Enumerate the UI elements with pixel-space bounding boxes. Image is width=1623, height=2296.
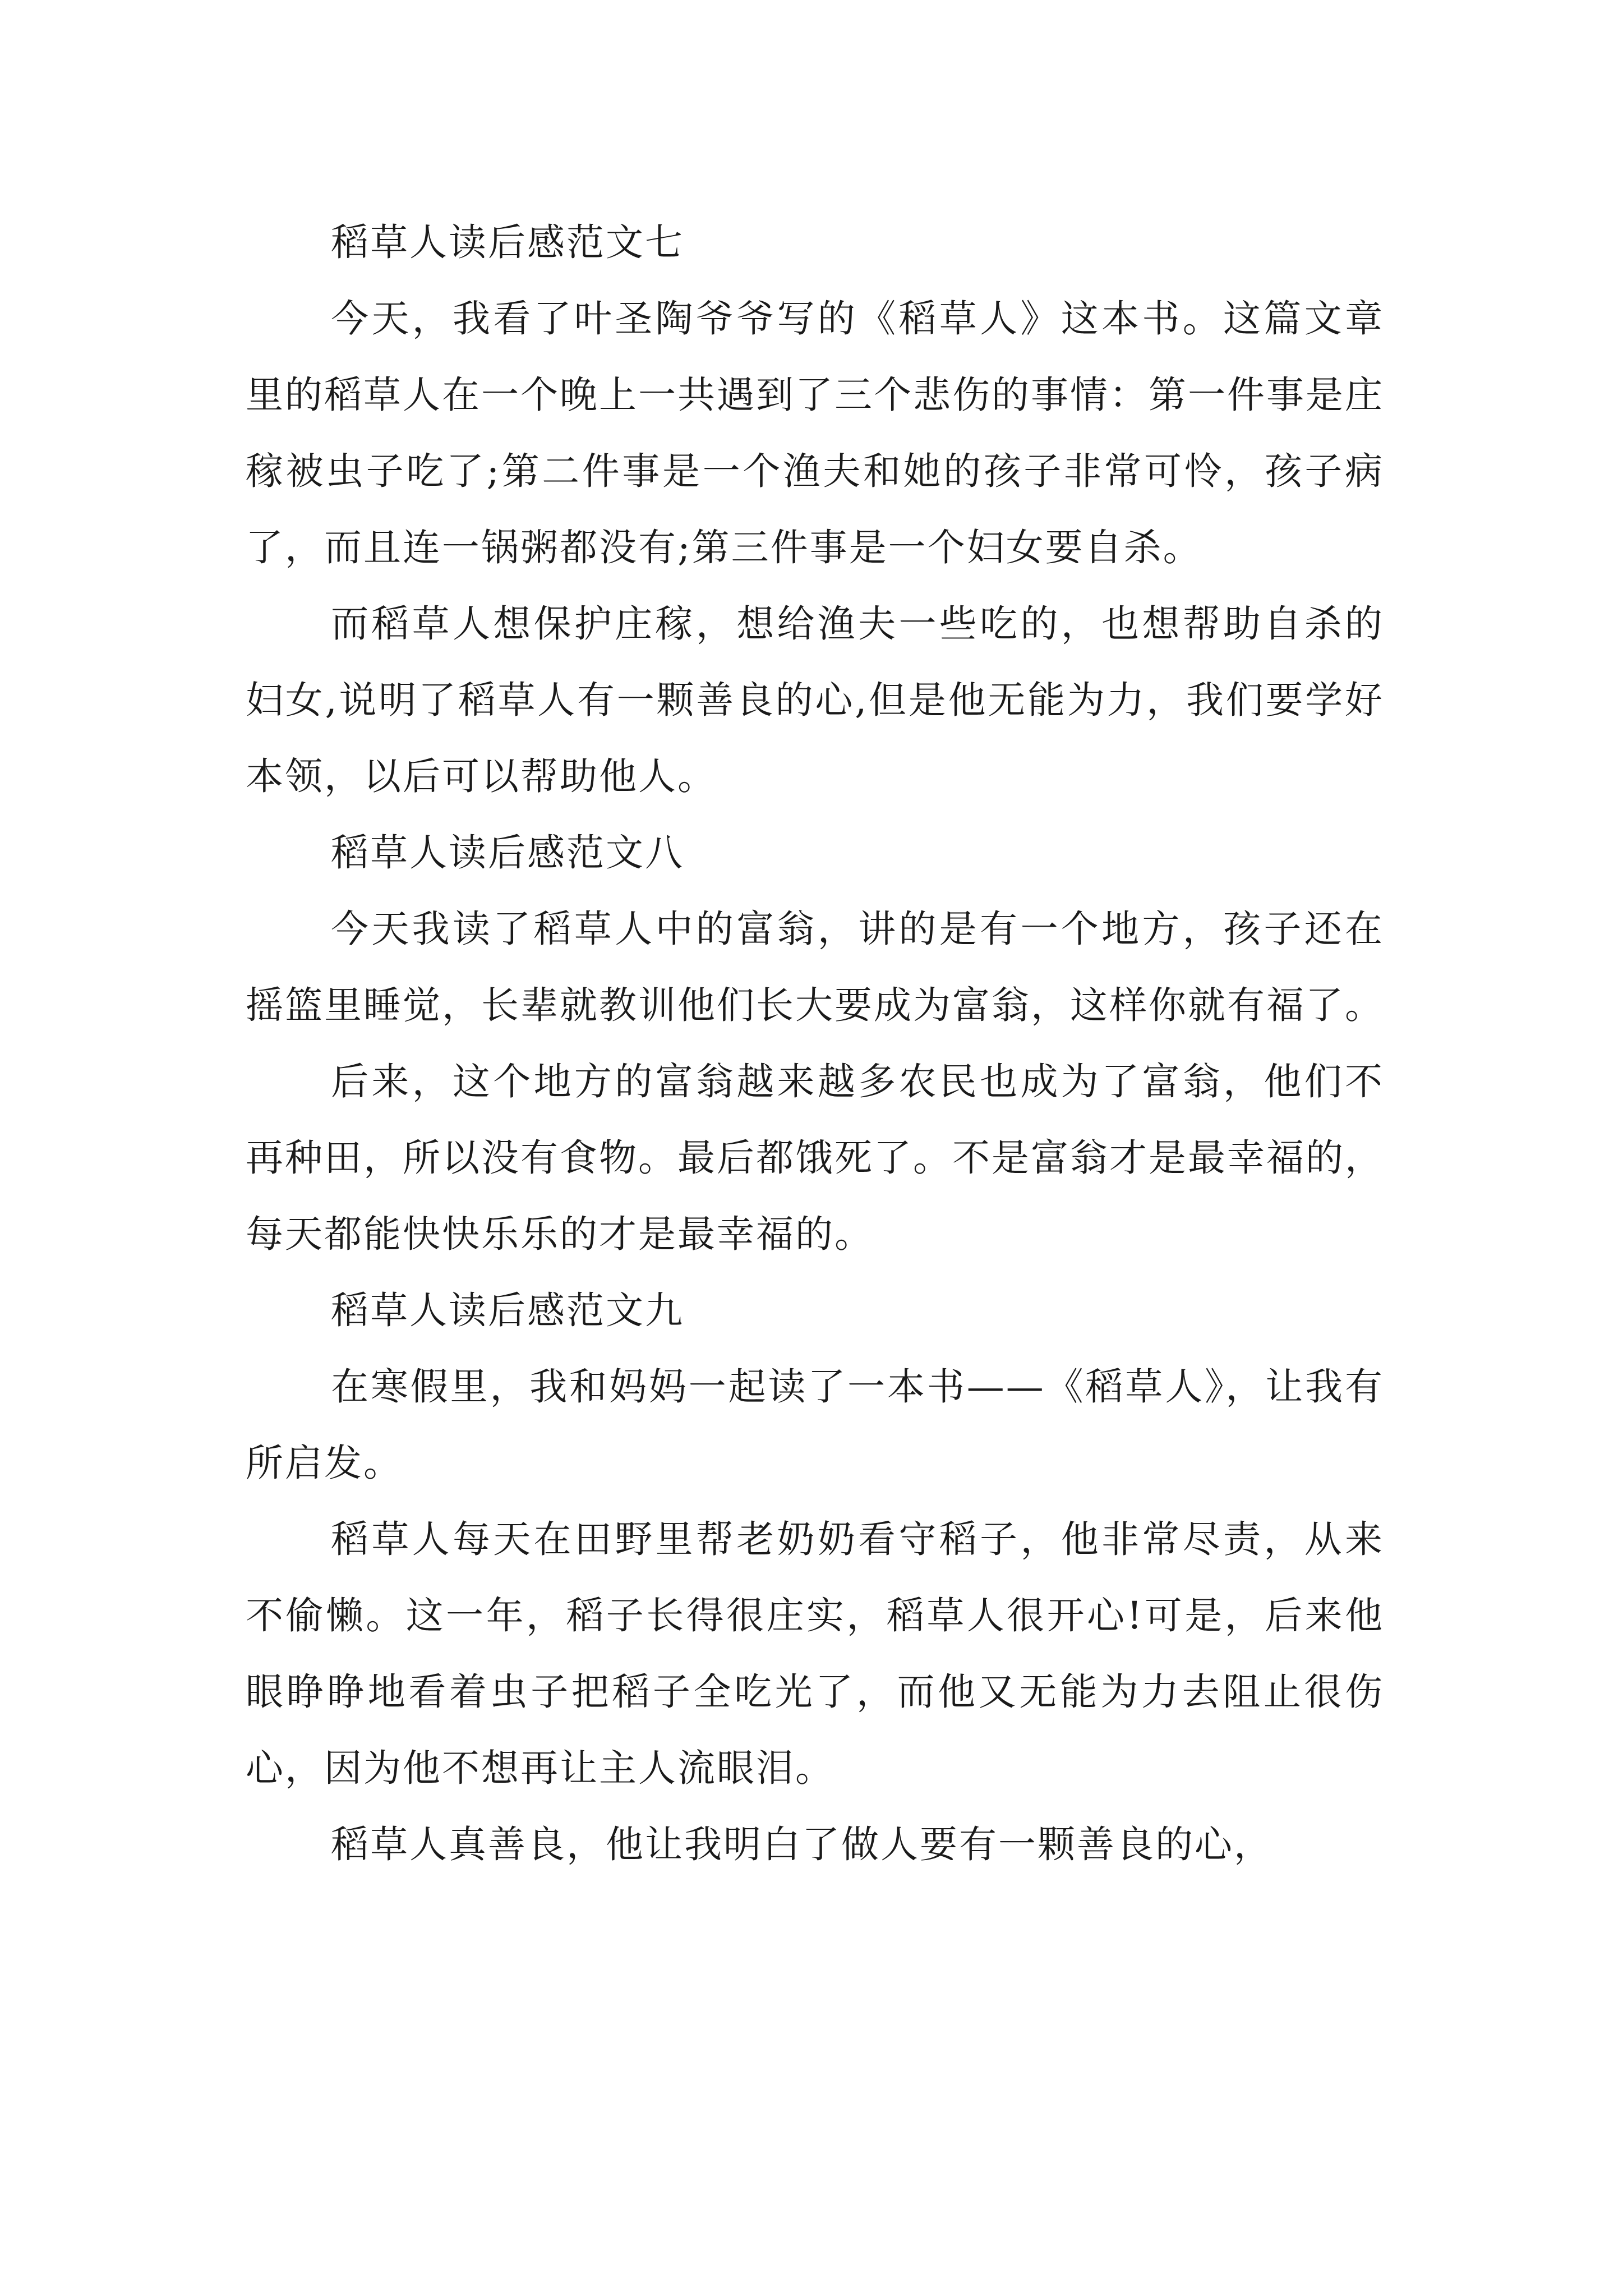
paragraph: 稻草人每天在田野里帮老奶奶看守稻子，他非常尽责，从来不偷懒。这一年，稻子长得很庄实，稻草人很开心!可是，后来他眼睁睁地看着虫子把稻子全吃光了，而他又无能为力去阻止很伤心，因为他不想再让主人流眼泪。: [246, 1517, 1384, 1790]
section-heading-9: 稻草人读后感范文九: [331, 1289, 684, 1332]
paragraph: 今天我读了稻草人中的富翁，讲的是有一个地方，孩子还在摇篮里睡觉，长辈就教训他们长大要成为富翁，这样你就有福了。: [246, 907, 1384, 1027]
paragraph: 在寒假里，我和妈妈一起读了一本书——《稻草人》，让我有所启发。: [246, 1365, 1384, 1485]
paragraph: 今天，我看了叶圣陶爷爷写的《稻草人》这本书。这篇文章里的稻草人在一个晚上一共遇到了三个悲伤的事情：第一件事是庄稼被虫子吃了;第二件事是一个渔夫和她的孩子非常可怜，孩子病了，而且连一锅粥都没有;第三件事是一个妇女要自杀。: [246, 297, 1384, 569]
paragraph: 后来，这个地方的富翁越来越多农民也成为了富翁，他们不再种田，所以没有食物。最后都饿死了。不是富翁才是最幸福的，每天都能快快乐乐的才是最幸福的。: [246, 1060, 1384, 1256]
section-heading-8: 稻草人读后感范文八: [331, 831, 684, 875]
paragraph: 稻草人真善良，他让我明白了做人要有一颗善良的心，: [331, 1823, 1273, 1866]
document-body: [246, 204, 1384, 1883]
paragraph: 而稻草人想保护庄稼，想给渔夫一些吃的，也想帮助自杀的妇女,说明了稻草人有一颗善良的心,但是他无能为力，我们要学好本领，以后可以帮助他人。: [246, 602, 1384, 798]
section-heading-7: 稻草人读后感范文七: [331, 220, 684, 264]
